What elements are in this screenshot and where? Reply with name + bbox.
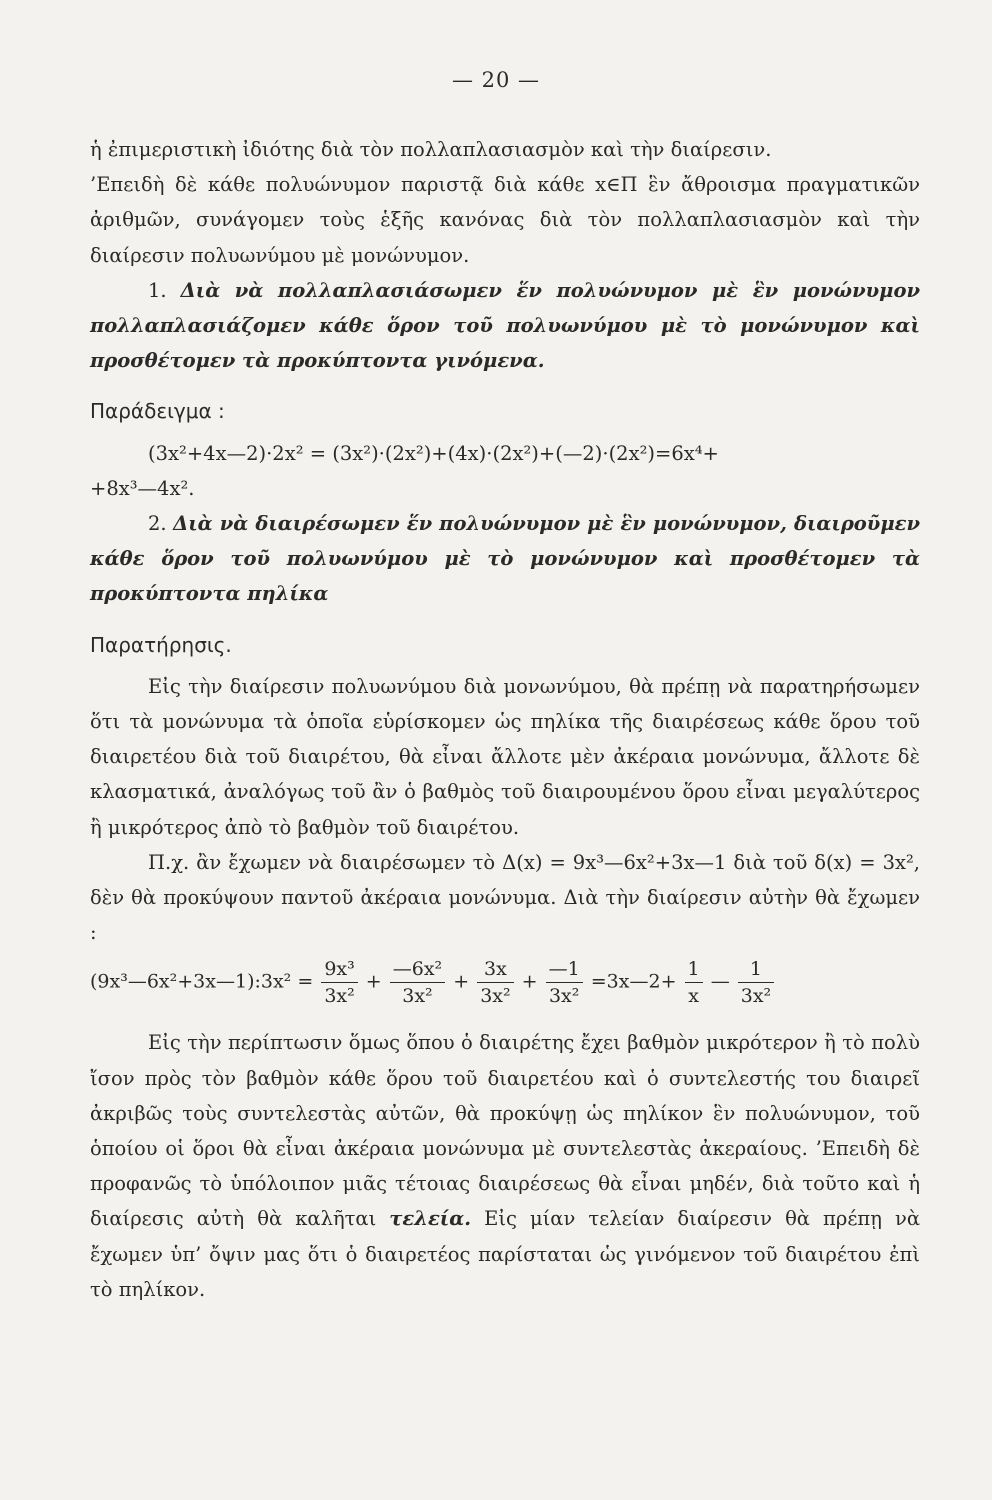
plus-sign: +	[453, 970, 470, 993]
fraction-5	[685, 956, 703, 1009]
fraction-4-denominator: 3x²	[548, 985, 580, 1008]
fraction-6-numerator: 1	[738, 956, 774, 983]
plus-sign: +	[365, 970, 382, 993]
rule-2-text: Διὰ νὰ διαιρέσωμεν ἕν πολυώνυμον μὲ ἓν μονώνυμον, διαιροῦμεν κάθε ὅρον τοῦ πολυωνύμου μὲ τὸ μονώνυμον καὶ προσθέτομεν τὰ προκύπτοντα πηλίκα	[90, 512, 920, 606]
example-equation-line-2: +8x³—4x².	[90, 476, 195, 500]
page-number: — 20 —	[451, 68, 541, 92]
fraction-5-numerator: 1	[685, 956, 703, 983]
fraction-3-numerator: 3x	[477, 956, 513, 983]
fraction-6	[738, 956, 774, 1009]
final-paragraph	[90, 1025, 920, 1307]
paragraph-rules-intro: ’Επειδὴ δὲ κάθε πολυώνυμον παριστᾷ διὰ κάθε x∈Π ἓν ἄθροισμα πραγματικῶν ἀριθμῶν, συνάγομεν τοὺς ἑξῆς κανόνας διὰ τὸν πολλαπλασιασμὸν καὶ τὴν διαίρεσιν πολυωνύμου μὲ μονώνυμον.	[90, 173, 920, 267]
fraction-4-numerator: —1	[546, 956, 583, 983]
fraction-2	[390, 956, 445, 1009]
fraction-4	[546, 956, 583, 1009]
rule-1-text: Διὰ νὰ πολλαπλασιάσωμεν ἕν πολυώνυμον μὲ ἓν μονώνυμον πολλαπλασιάζομεν κάθε ὅρον τοῦ πολυωνύμου μὲ τὸ μονώνυμον καὶ προσθέτομεν τὰ προκύπτοντα γινόμενα.	[90, 278, 920, 373]
final-paragraph-text: Εἰς τὴν περίπτωσιν ὅμως ὅπου ὁ διαιρέτης ἔχει βαθμὸν μικρότερον ἢ τὸ πολὺ ἴσον πρὸς τὸν βαθμὸν κάθε ὅρου τοῦ διαιρετέου καὶ ὁ συντελεστής του διαιρεῖ ἀκριβῶς τοὺς συντελεστὰς αὐτῶν, θὰ προκύψῃ ὡς πηλίκον ἓν πολυώνυμον, τοῦ ὁποίου οἱ ὅροι θὰ εἶναι ἀκέραια μονώνυμα μὲ συντελεστὰς ἀκεραίους. ’Επειδὴ δὲ προφανῶς τὸ ὑπόλοιπον μιᾶς τέτοιας διαιρέσεως θὰ εἶναι μηδέν, διὰ τοῦτο καὶ ἡ διαίρεσις αὐτὴ θὰ καλῆται	[90, 1031, 920, 1231]
fraction-5-denominator: x	[688, 985, 699, 1008]
remark-paragraph: Εἰς τὴν διαίρεσιν πολυωνύμου διὰ μονωνύμου, θὰ πρέπῃ νὰ παρατηρήσωμεν ὅτι τὰ μονώνυμα τὰ ὁποῖα εὑρίσκομεν ὡς πηλίκα τῆς διαιρέσεως κάθε ὅρου τοῦ διαιρετέου διὰ τοῦ διαιρέτου, θὰ εἶναι ἄλλοτε μὲν ἀκέραια μονώνυμα, ἄλλοτε δὲ κλασματικά, ἀναλόγως τοῦ ἂν ὁ βαθμὸς τοῦ διαιρουμένου ὅρου εἶναι μεγαλύτερος ἢ μικρότερος ἀπὸ τὸ βαθμὸν τοῦ διαιρέτου.	[90, 674, 920, 839]
example-heading: Παράδειγμα :	[90, 399, 225, 424]
fraction-lhs: (9x³—6x²+3x—1):3x² =	[90, 970, 314, 993]
rule-1-number: 1.	[148, 278, 167, 302]
page-body	[90, 132, 920, 1307]
fraction-equation	[90, 956, 920, 1009]
minus-sign: —	[710, 970, 730, 993]
rule-2-number: 2.	[148, 512, 167, 536]
fraction-3-denominator: 3x²	[480, 985, 511, 1008]
fraction-6-denominator: 3x²	[740, 985, 772, 1008]
fraction-mid: =3x—2+	[590, 970, 677, 993]
fraction-3	[477, 956, 513, 1009]
fraction-1-numerator: 9x³	[321, 956, 357, 983]
fraction-1-denominator: 3x²	[324, 985, 355, 1008]
example-2-paragraph: Π.χ. ἂν ἔχωμεν νὰ διαιρέσωμεν τὸ Δ(x) = 9x³—6x²+3x—1 διὰ τοῦ δ(x) = 3x², δὲν θὰ προκύψουν παντοῦ ἀκέραια μονώνυμα. Διὰ τὴν διαίρεσιν αὐτὴν θὰ ἔχωμεν :	[90, 850, 920, 945]
remark-heading: Παρατήρησις.	[90, 632, 232, 657]
rule-1	[90, 273, 920, 379]
rule-2	[90, 506, 920, 612]
final-paragraph-bold-word: τελεία.	[389, 1207, 472, 1231]
plus-sign: +	[521, 970, 538, 993]
fraction-2-numerator: —6x²	[390, 956, 445, 983]
fraction-1	[321, 956, 357, 1009]
paragraph-intro-line: ἡ ἐπιμεριστικὴ ἰδιότης διὰ τὸν πολλαπλασιασμὸν καὶ τὴν διαίρεσιν.	[90, 138, 772, 161]
fraction-2-denominator: 3x²	[402, 985, 433, 1008]
example-equation-line-1: (3x²+4x—2)·2x² = (3x²)·(2x²)+(4x)·(2x²)+(—2)·(2x²)=6x⁴+	[148, 441, 719, 465]
final-paragraph-text-2: Εἰς μίαν τελείαν διαίρεσιν θὰ πρέπῃ νὰ ἔχωμεν ὑπ’ ὄψιν μας ὅτι ὁ διαιρετέος παρίσταται ὡς γινόμενον τοῦ διαιρέτου ἐπὶ τὸ πηλίκον.	[90, 1207, 921, 1301]
